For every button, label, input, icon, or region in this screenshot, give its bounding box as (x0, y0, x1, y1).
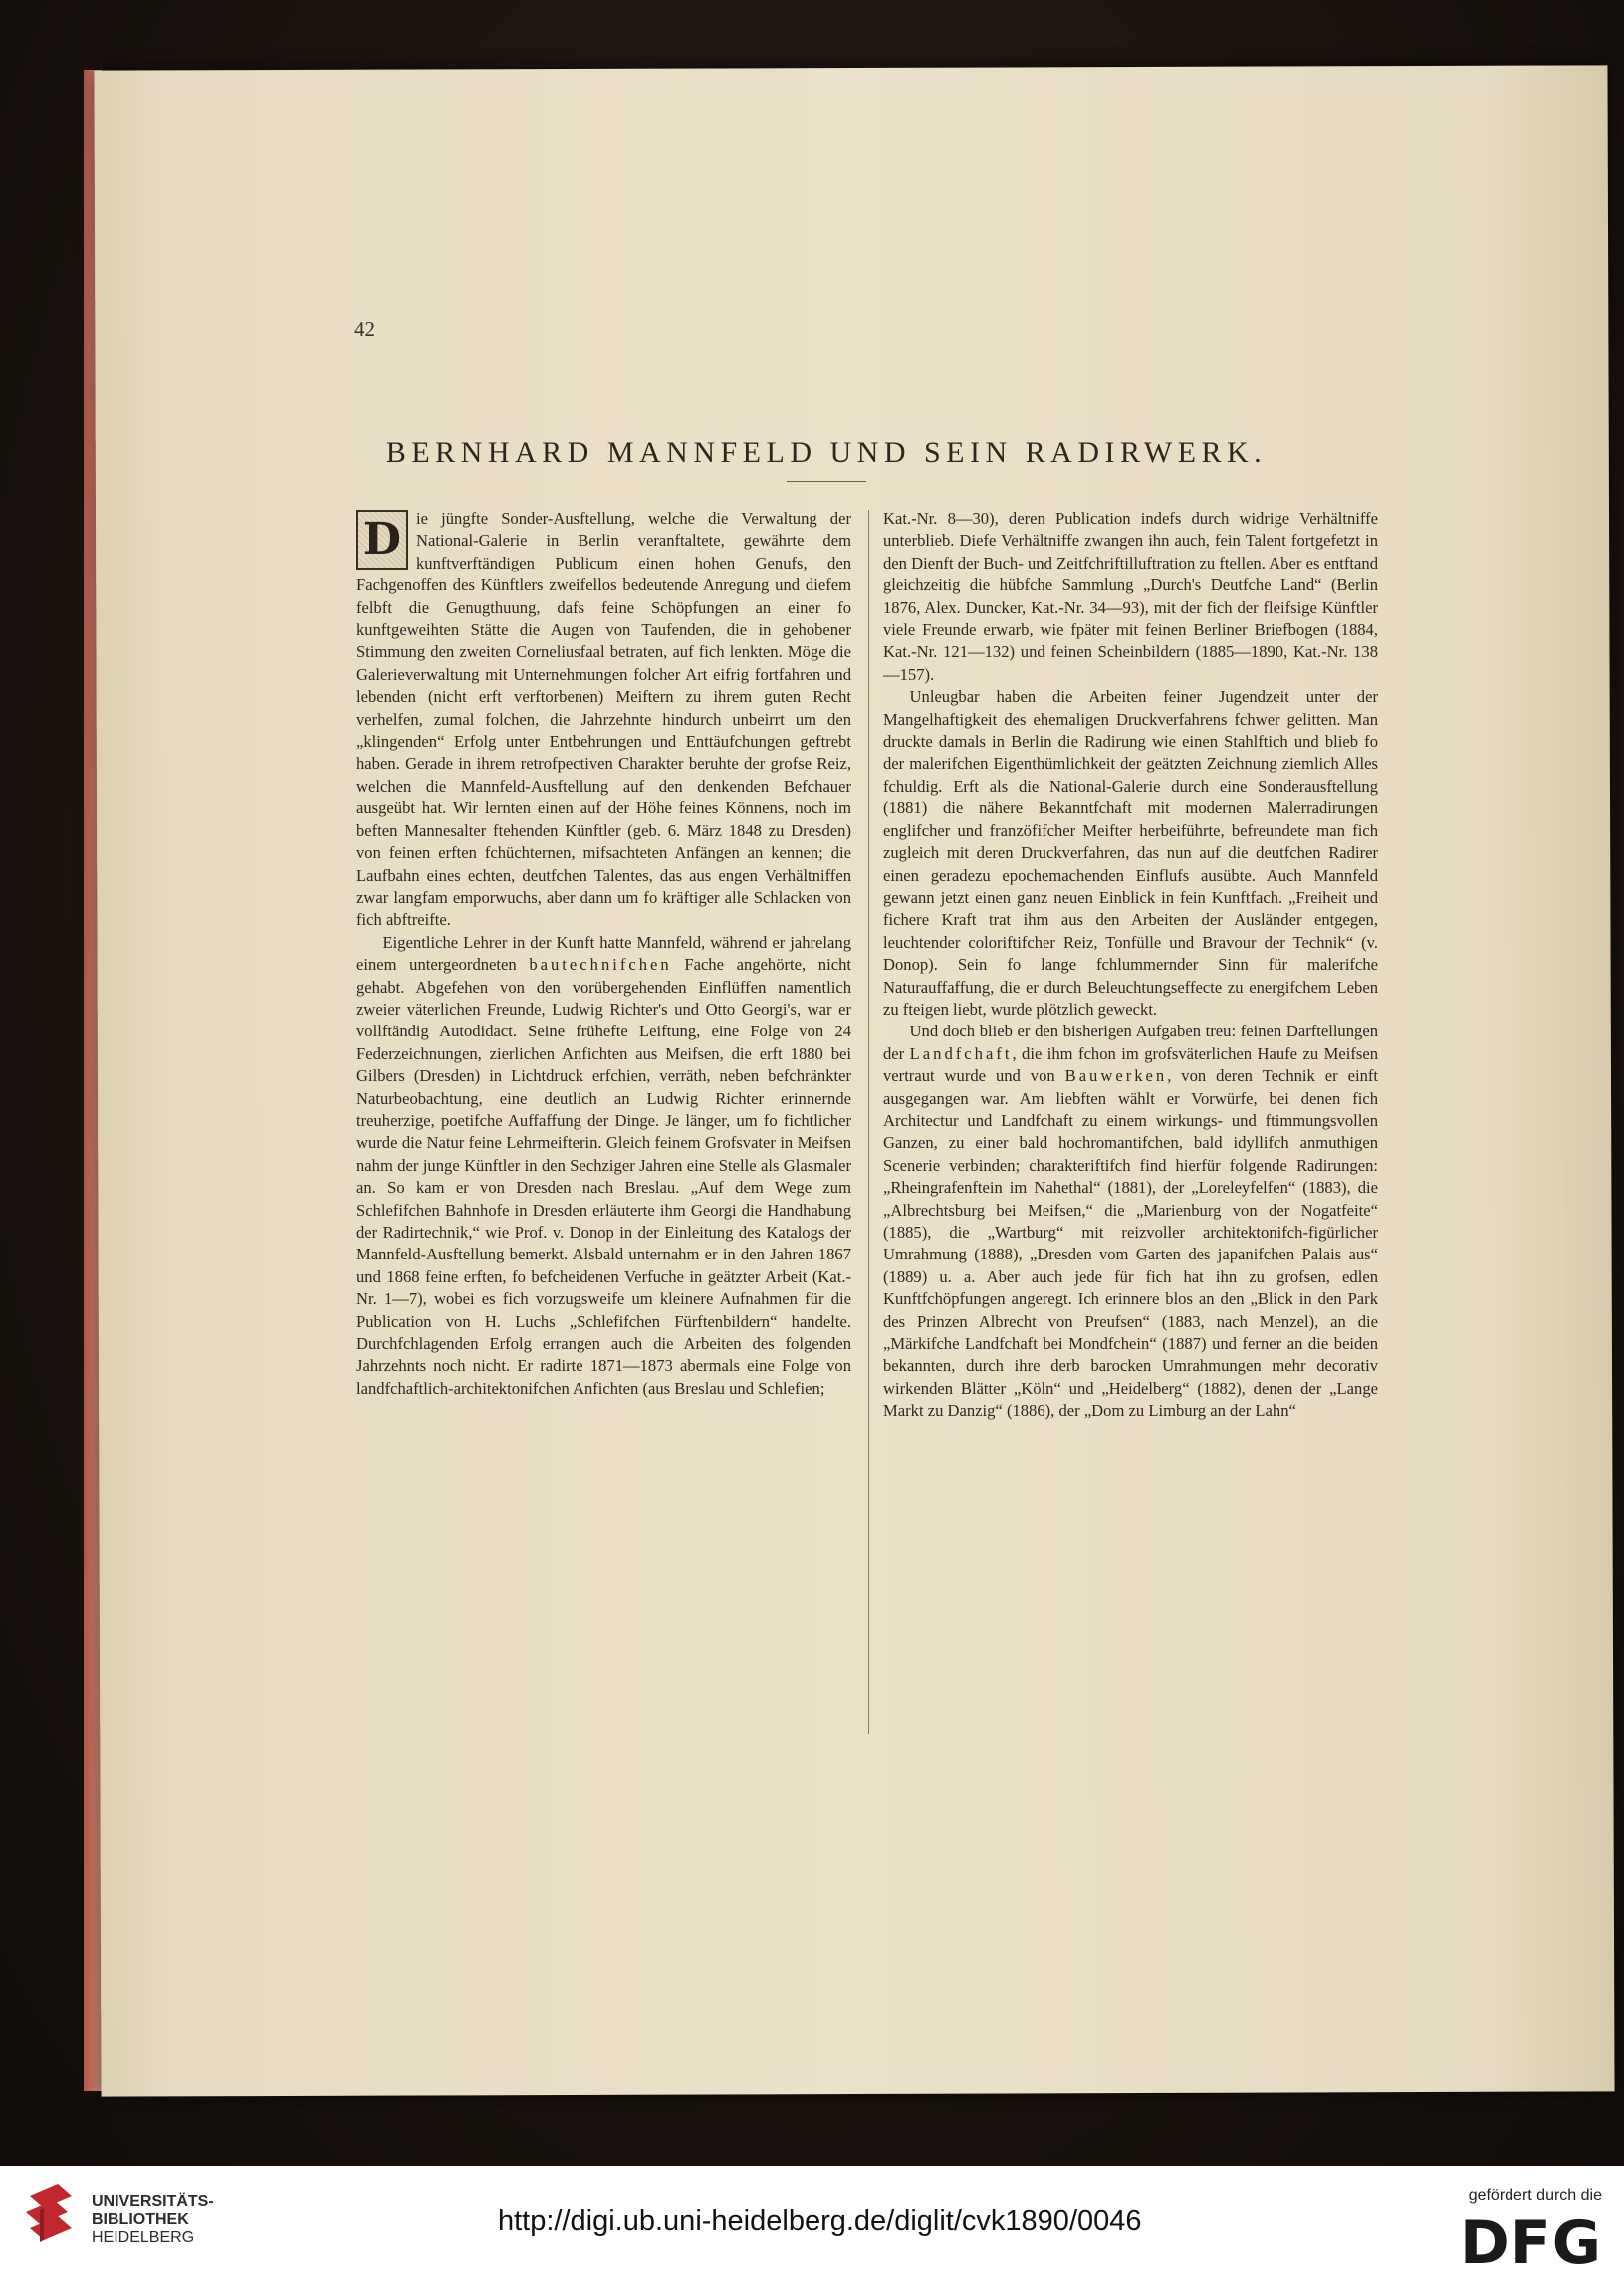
library-name (92, 2193, 214, 2247)
paragraph: Unleugbar haben die Arbeiten feiner Jugendzeit unter der Mangelhaftigkeit des ehemaligen Druckverfahrens fchwer gelitten. Man druckte damals in Berlin die Radirung wie einen Stahlftich und blieb fo der malerifchen Eigenthümlichkeit der geätzten Zeichnung ziemlich Alles fchuldig. Erft als die National-Galerie durch eine Sonderausftellung (1881) die nähere Bekanntfchaft mit modernen Malerradirungen englifcher und franzöfifcher Meifter herbeiführte, befreundete man fich zugleich mit deren Druckverfahren, das nun auf die deutfchen Radirer einen geradezu epochemachenden Einflufs ausübte. Auch Mannfeld gewann jetzt einen ganz neuen Einblick in fein Kunftfach. „Freiheit und fichere Kraft trat ihm aus den Arbeiten der Ausländer entgegen, leuchtender coloriftifcher Reiz, Tonfülle und Bravour der Technik“ (v. Donop). Sein fo lange fchlummernder Sinn für malerifche Naturauffaffung, die er durch Beleuchtungseffecte zu energifchem Leben zu fteigen liebt, wurde plötzlich geweckt. (883, 687, 1378, 1019)
paragraph (356, 508, 851, 932)
paragraph-text: Fache angehörte, nicht gehabt. Abgefehen von den vorübergehenden Einflüffen namentlich zweier väterlichen Freunde, Ludwig Richter's und Otto Georgi's, war er vollftändig Autodidact. Seine frühefte Leiftung, eine Folge von 24 Federzeichnungen, zierlichen Anfichten aus Meifsen, die erft 1880 bei Gilbers (Dresden) in Lichtdruck erfchien, verräth, neben befchränkter Naturbeobachtung, eine deutlich an Ludwig Richter erinnernde treuherzige, poetifche Auffaffung der Dinge. Je länger, um fo fichtlicher wurde die Natur feine Lehrmeifterin. Gleich feinem Grofsvater in Meifsen nahm der junge Künftler in den Sechziger Jahren eine Stelle als Glasmaler an. So kam er von Dresden nach Breslau. „Auf dem Wege zum Schlefifchen Bahnhofe in Dresden erläuterte ihm Georgi die Handhabung der Radirtechnik,“ wie Prof. v. Donop in der Einleitung des Katalogs der Mannfeld-Ausftellung bemerkt. Alsbald unternahm er in den Jahren 1867 und 1868 feine erften, fo befcheidenen Verfuche in geätzter Arbeit (Kat.-Nr. 1—7), wobei es fich vorzugsweife um kleinere Aufnahmen für die Publication von H. Luchs „Schlefifchen Fürftenbildern“ handelte. Durchfchlagenden Erfolg errangen auch die Arbeiten des folgenden Jahrzehnts noch nicht. Er radirte 1871—1873 abermals eine Folge von landfchaftlich-architektonifchen Anfichten (aus Breslau und Schlefien; (356, 955, 851, 1398)
page-number: 42 (354, 317, 375, 341)
title-rule (787, 481, 866, 482)
text-column-left (356, 508, 851, 1400)
column-divider (868, 510, 869, 1734)
decorated-initial: D (356, 510, 408, 570)
paragraph-text: , von deren Technik er einft ausgegangen war. Am liebften wählt er Vorwürfe, bei denen fich Architectur und Landfchaft zu einem wirkungs- und ftimmungsvollen Ganzen, zu einer bald hochromantifchen, bald idyllifch anmuthigen Scenerie verbinden; charakteriftifch find hierfür folgende Radirungen: „Rheingrafenftein im Nahethal“ (1881), der „Loreleyfelfen“ (1883), die „Albrechtsburg bei Meifsen,“ die „Marienburg von der Nogatfeite“ (1885), die „Wartburg“ mit reizvoller architektonifch-figürlicher Umrahmung (1888), „Dresden vom Garten des japanifchen Palais aus“ (1889) u. a. Aber auch jede für fich hat ihn zu grofsen, edlen Kunftfchöpfungen angeregt. Ich erinnere blos an den „Blick in den Park des Prinzen Albrecht von Preufsen“ (1883, nach Menzel), an die „Märkifche Landfchaft bei Mondfchein“ (1887) und ferner an die beiden bekannten, durch ihre derb barocken Umrahmungen mehr decorativ wirkenden Blätter „Köln“ und „Heidelberg“ (1882), denen der „Lange Markt zu Danzig“ (1886), der „Dom zu Limburg an der Lahn“ (883, 1066, 1379, 1421)
spaced-word: Bauwerken (1064, 1066, 1168, 1086)
paragraph-text: ie jüngfte Sonder-Ausftellung, welche die Verwaltung der National-Galerie in Berlin veranftaltete, gewährte dem kunftverftändigen Publicum einen hohen Genufs, den Fachgenoffen des Künftlers zweifellos bedeutende Anregung und diefem felbft die Genugthuung, dafs feine Schöpfungen an einer fo kunftgeweihten Stätte die Augen von Taufenden, die in gehobener Stimmung den zweiten Corneliusfaal betraten, auf fich lenkten. Möge die Galerieverwaltung mit Unternehmungen folcher Art eifrig fortfahren und lebenden (nicht erft verftorbenen) Meiftern zu ihrem guten Recht verhelfen, zumal folchen, die Jahrzehnte hindurch unbeirrt um den „klingenden“ Erfolg unter Entbehrungen und Enttäufchungen geftrebt haben. Gerade in ihrem retrofpectiven Charakter beruhte der grofse Reiz, welchen die Mannfeld-Ausftellung auf den denkenden Befchauer ausgeübt hat. Wir lernten einen auf der Höhe feines Könnens, noch im beften Mannesalter ftehenden Künftler (geb. 6. März 1848 zu Dresden) von feinen erften fchüchternen, mifsachteten Anfängen an kennen; die Laufbahn eines echten, deutfchen Talentes, das aus engen Verhältniffen zwar langfam emporwuchs, aber dann um fo kräftiger alle Schlacken von fich abftreifte. (356, 509, 851, 930)
article-title: BERNHARD MANNFELD UND SEIN RADIRWERK. (385, 436, 1268, 469)
library-line: HEIDELBERG (92, 2229, 195, 2246)
university-library-logo (20, 2182, 82, 2254)
library-line: BIBLIOTHEK (92, 2211, 189, 2228)
library-line: UNIVERSITÄTS- (92, 2193, 214, 2210)
paragraph-text: , die ihm fchon im grofsväterlichen Haufe zu Meifsen vertraut wurde und von (883, 1043, 1378, 1086)
paragraph-text: Und doch blieb er den bisherigen Aufgaben treu: feinen Darftellungen der (883, 1022, 1378, 1063)
book-page (94, 65, 1614, 2096)
paragraph-text: Eigentliche Lehrer in der Kunft hatte Mannfeld, während er jahrelang einem untergeordneten (356, 932, 851, 975)
spaced-word: Landfchaft (909, 1043, 1013, 1063)
permalink-url[interactable]: http://digi.ub.uni-heidelberg.de/diglit/cvk1890/0046 (498, 2205, 1142, 2237)
sponsor-label: gefördert durch die (1468, 2187, 1602, 2204)
paragraph: Kat.-Nr. 8—30), deren Publication indefs durch widrige Verhältniffe unterblieb. Diefe Verhältniffe zwangen ihn auch, fein Talent fortgefetzt in den Dienft der Buch- und Zeitfchriftilluftration zu ftellen. Aber es entftand gleichzeitig die hübfche Sammlung „Durch's Deutfche Land“ (Berlin 1876, Alex. Duncker, Kat.-Nr. 34—93), mit der fich der fleifsige Künftler viele Freunde erwarb, wie fpäter mit feinen Berliner Briefbogen (1884, Kat.-Nr. 121—132) und feinen Scheinbildern (1885—1890, Kat.-Nr. 138—157). (883, 509, 1378, 684)
digitization-footer (0, 2166, 1624, 2285)
text-column-right (883, 508, 1378, 1423)
paragraph (356, 932, 851, 1401)
spaced-word: bautechnifchen (529, 955, 672, 975)
paragraph (883, 1021, 1378, 1422)
dfg-logo: DFG (1459, 2208, 1602, 2278)
